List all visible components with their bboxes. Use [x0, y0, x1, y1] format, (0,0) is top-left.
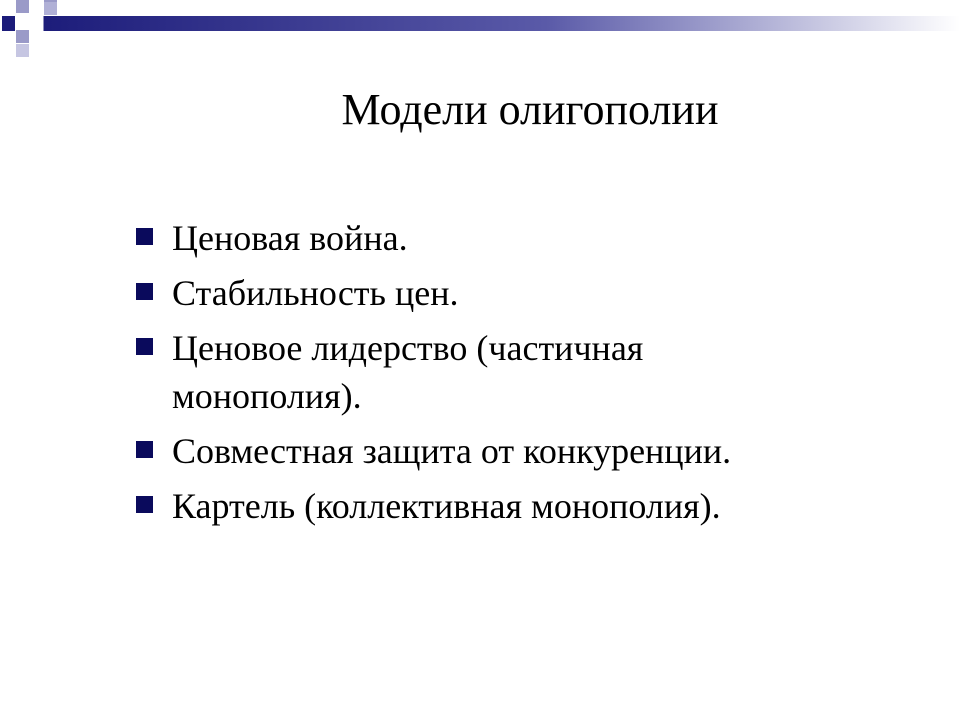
list-item — [136, 427, 896, 475]
list-item — [136, 482, 896, 530]
bullet-list — [136, 214, 896, 537]
square-bullet-icon — [136, 441, 153, 458]
square-bullet-icon — [136, 496, 153, 513]
list-item — [136, 269, 896, 317]
square-bullet-icon — [136, 338, 153, 355]
pixel-square — [44, 2, 57, 15]
bullet-text: Ценовая война. — [172, 218, 408, 258]
pixel-square — [30, 16, 43, 31]
bullet-text: Ценовое лидерство (частичная монополия). — [172, 328, 644, 416]
bullet-text: Картель (коллективная монополия). — [172, 486, 721, 526]
pixel-square — [16, 44, 29, 57]
list-item — [136, 214, 896, 262]
pixel-square — [2, 16, 15, 31]
bullet-text: Стабильность цен. — [172, 273, 459, 313]
pixel-square — [30, 30, 43, 43]
bullet-text: Совместная защита от конкуренции. — [172, 431, 732, 471]
list-item — [136, 324, 896, 420]
slide-title: Модели олигополии — [341, 85, 719, 134]
pixel-square — [16, 0, 29, 13]
pixel-square — [16, 30, 29, 43]
square-bullet-icon — [136, 228, 153, 245]
header-gradient-bar — [40, 16, 960, 31]
header-decoration — [0, 0, 960, 60]
square-bullet-icon — [136, 283, 153, 300]
